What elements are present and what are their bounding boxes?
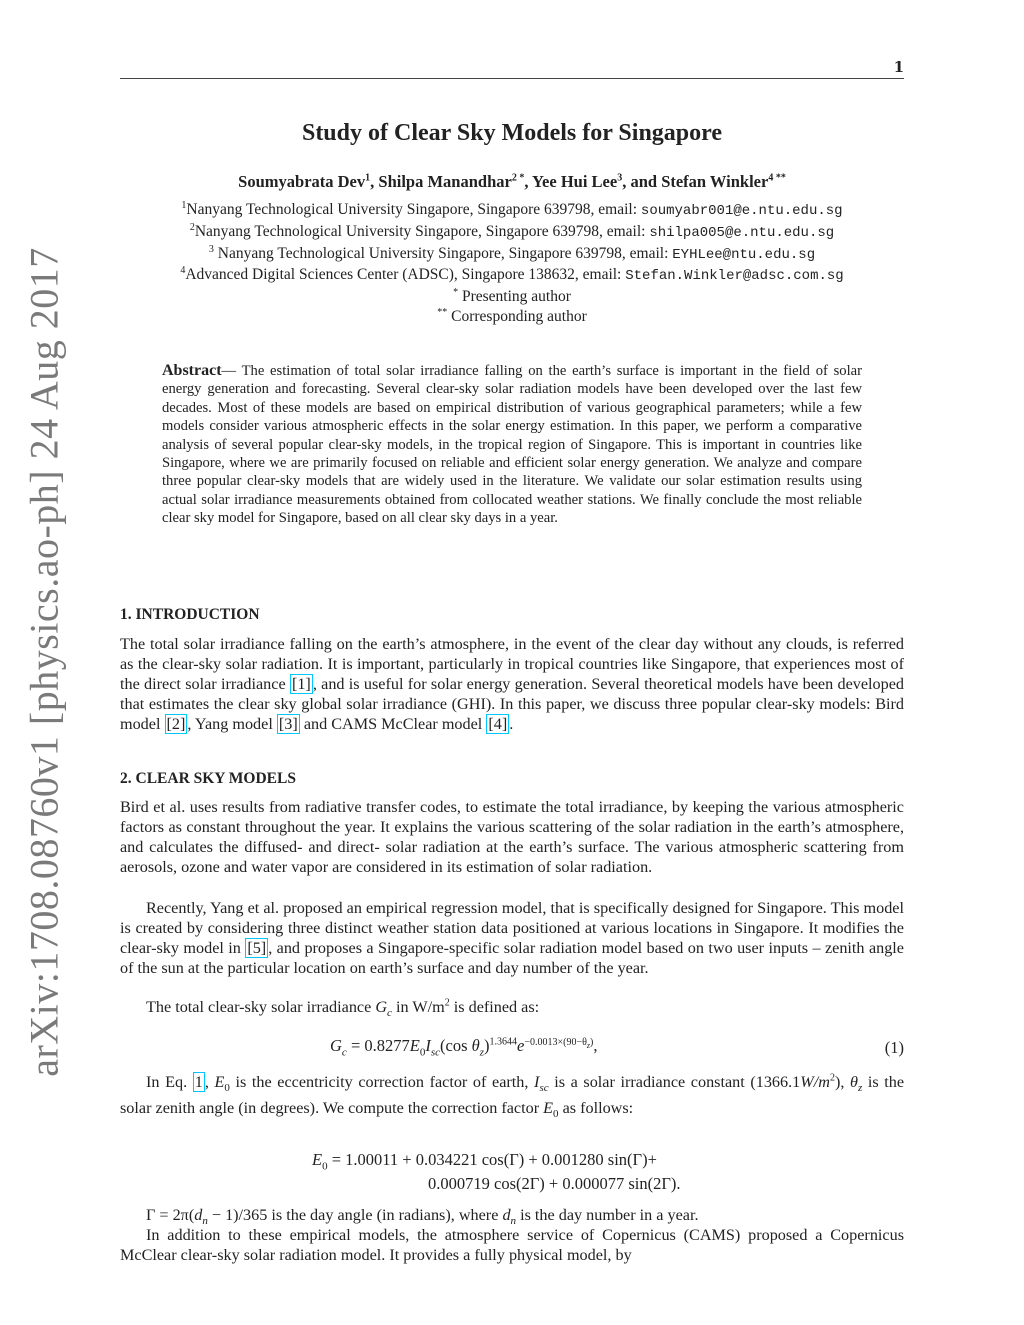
abstract (162, 362, 862, 528)
citation-3[interactable]: [3] (278, 715, 298, 733)
yang-model-paragraph: Recently, Yang et al. proposed an empirical regression model, that is specifically designed for Singapore. This model is created by considering three distinct weather station data positioned at various locations in Singapore. It modifies the clear-sky model in [5] , and proposes a Singapore-specific solar radiation model based on two user inputs – zenith angle of the sun at the particular location on earth’s surface and day number of the year. (120, 899, 904, 977)
email-3: EYHLee@ntu.edu.sg (672, 246, 816, 263)
day-angle-definition: $\Gamma = 2\pi(d_n - 1)/365$ is the day angle (in radians), where $d_n$ is the day number in a year. (146, 1206, 699, 1228)
email-4: Stefan.Winkler@adsc.com.sg (625, 268, 844, 285)
bird-model-paragraph: Bird et al. uses results from radiative transfer codes, to estimate the total irradiance, by keeping the various atmospheric factors as constant throughout the year. It explains the various scattering of the solar radiation in the earth’s atmosphere, and calculates the diffused- and direct- solar radiation at the earth’s surface. The various atmospheric scattering from aerosols, ozone and water vapor are considered in its estimation of solar radiation. (120, 798, 904, 876)
email-1: soumyabr001@e.ntu.edu.sg (640, 203, 843, 219)
citation-1[interactable]: [1] (291, 675, 311, 693)
citation-2[interactable]: [2] (166, 715, 186, 733)
equation-1-number: (1) (884, 1038, 904, 1057)
citation-4[interactable]: [4] (488, 715, 508, 733)
corresponding-note: ** Corresponding author (437, 306, 587, 325)
correction-factor-paragraph: In Eq. 1 , $E_0$ is the eccentricity correction factor of earth, $I_{sc}$ is a solar irradiance constant $(1366.1W/m^2)$, $\theta_z$ is the solar zenith angle (in degrees). We compute the correction factor $E_0$ as follows: (120, 1072, 905, 1121)
abstract-text: — The estimation of total solar irradiance falling on the earth’s surface is important in the field of solar energy generation and forecasting. Several clear-sky solar radiation models have been developed over the last few decades. Most of these models are based on empirical distribution of various geographical parameters; while a few models consider various atmospheric effects in the solar energy estimation. In this paper, we perform a comparative analysis of several popular clear-sky models, in the tropical region of Singapore. This is important in countries like Singapore, where we are primarily focused on reliable and efficient solar energy generation. We analyze and compare three popular clear-sky models that are widely used in the literature. We validate our solar estimation results using actual solar irradiance measurements obtained from collocated weather stations. We finally conclude the most reliable clear sky model for Singapore, based on all clear sky days in a year. (162, 363, 862, 527)
email-2: shilpa005@e.ntu.edu.sg (649, 224, 835, 241)
equation-1: $G_c = 0.8277E_0I_{sc}(\cos$ $\theta_z)^{1.3644}e^{-0.0013\times(90-\theta_z)}$, (330, 1036, 598, 1059)
author-2: Shilpa Manandhar (378, 172, 512, 191)
presenting-note: * Presenting author (453, 287, 571, 306)
affiliation-1: $^1$Nanyang Technological University Singapore, Singapore 639798, email: soumyabr001@e.ntu.edu.sg (181, 199, 843, 219)
abstract-label: Abstract (162, 362, 222, 379)
equation-2-line-1: $E_0 = 1.00011 + 0.034221$ cos(Γ) + 0.001280 sin(Γ)+ (312, 1150, 657, 1173)
citation-5[interactable]: [5] (247, 939, 267, 957)
affiliation-4: $^4$Advanced Digital Sciences Center (ADSC), Singapore 138632, email: Stefan.Winkler@adsc.com.sg (180, 265, 844, 285)
equation-ref-1[interactable]: 1 (194, 1073, 203, 1091)
page-number: 1 (893, 58, 904, 76)
equation-2-line-2: 0.000719 cos(2Γ) + 0.000077 sin(2Γ). (428, 1174, 681, 1193)
irradiance-definition: The total clear-sky solar irradiance $G_c$ in $W/m^2$ is defined as: (146, 997, 540, 1020)
cams-model-paragraph: In addition to these empirical models, the atmosphere service of Copernicus (CAMS) proposed a Copernicus McClear clear-sky solar radiation model. It provides a fully physical model, by (120, 1226, 904, 1264)
author-3: Yee Hui Lee (531, 172, 618, 191)
section-heading-clear-sky-models: 2. CLEAR SKY MODELS (120, 770, 296, 787)
author-1: Soumyabrata Dev (238, 172, 366, 191)
paper-title: Study of Clear Sky Models for Singapore (301, 120, 723, 146)
affiliation-3: $^3$ Nanyang Technological University Singapore, Singapore 639798, email: EYHLee@ntu.edu.sg (208, 243, 816, 263)
section-heading-introduction: 1. INTRODUCTION (120, 606, 260, 623)
affiliations (120, 200, 904, 327)
author-list: Soumyabrata Dev$^1$, Shilpa Manandhar$^{2 *}$, Yee Hui Lee$^3$, and Stefan Winkler$^{4 **}$ (238, 172, 786, 191)
header-rule (120, 78, 904, 79)
introduction-paragraph: The total solar irradiance falling on the earth’s atmosphere, in the event of the clear day without any clouds, is referred as the clear-sky solar radiation. It is important, particularly in tropical countries like Singapore, that experiences most of the direct solar irradiance [1] , and is useful for solar energy generation. Several theoretical models have been developed that estimates the clear sky global solar irradiance (GHI). In this paper, we discuss three popular clear-sky models: Bird model [2] , Yang model [3] and CAMS McClear model [4] . (120, 635, 904, 733)
arxiv-watermark: arXiv:1708.08760v1 [physics.ao-ph] 24 Aug 2017 (21, 247, 67, 1077)
author-4: Stefan Winkler (661, 172, 769, 191)
affiliation-2: $^2$Nanyang Technological University Singapore, Singapore 639798, email: shilpa005@e.ntu.edu.sg (189, 221, 835, 241)
